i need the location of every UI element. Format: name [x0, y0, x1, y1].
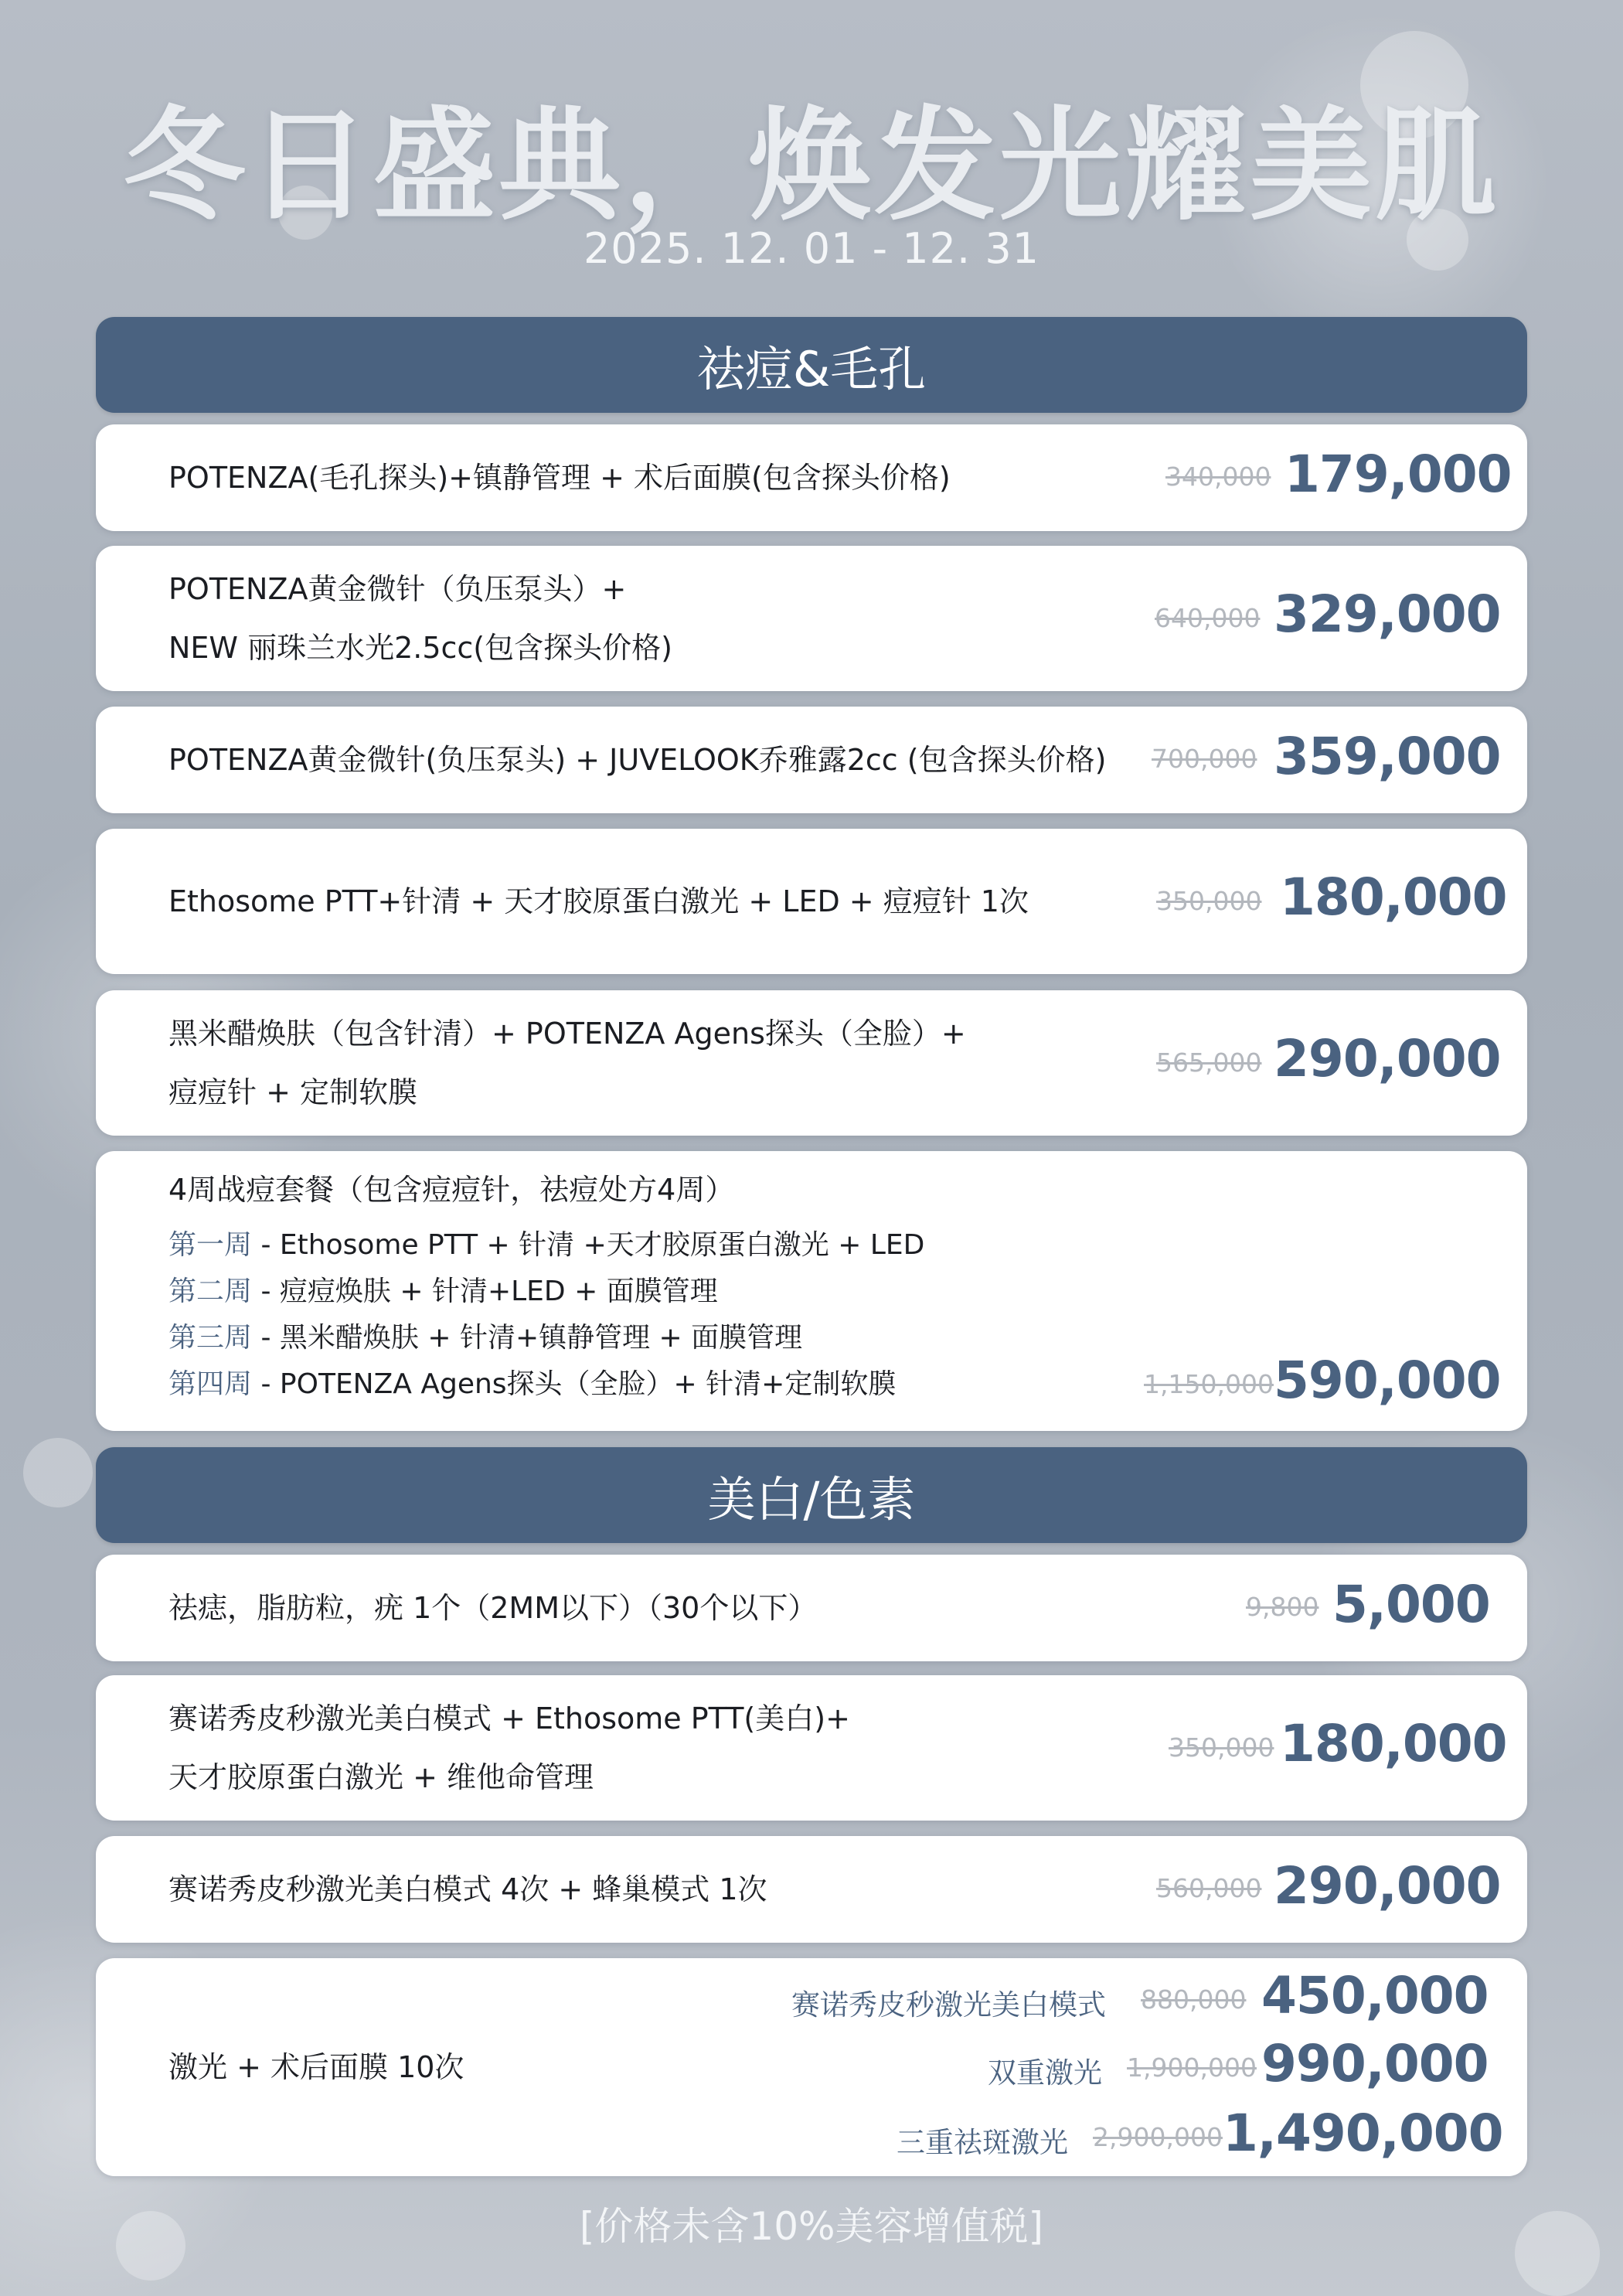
sale-price: 179,000 — [1284, 445, 1512, 504]
price-card — [96, 1555, 1527, 1661]
price-card-package — [96, 1151, 1527, 1431]
date-range: 2025. 12. 01 - 12. 31 — [583, 224, 1040, 273]
price-card-tiers — [96, 1958, 1527, 2176]
week-text: - 痘痘焕肤 + 针清+LED + 面膜管理 — [260, 1276, 718, 1307]
tier-original-price: 880,000 — [1141, 1984, 1247, 2015]
original-price: 350,000 — [1169, 1732, 1274, 1763]
tier-original-price: 1,900,000 — [1127, 2052, 1257, 2083]
item-description: 祛痣，脂肪粒，疣 1个（2MM以下）（30个以下） — [168, 1591, 818, 1625]
sale-price: 329,000 — [1274, 584, 1501, 644]
price-card — [96, 424, 1527, 531]
tier-label: 赛诺秀皮秒激光美白模式 — [791, 1988, 1106, 2022]
sale-price: 590,000 — [1274, 1351, 1501, 1410]
vat-note: [价格未含10%美容增值税] — [579, 2204, 1044, 2249]
bokeh-decoration — [23, 1438, 93, 1507]
original-price: 640,000 — [1155, 603, 1261, 633]
item-description-line-2: 天才胶原蛋白激光 + 维他命管理 — [168, 1760, 594, 1794]
original-price: 565,000 — [1156, 1048, 1262, 1078]
week-label: 第四周 — [168, 1368, 253, 1400]
price-card — [96, 707, 1527, 813]
original-price: 1,150,000 — [1144, 1369, 1274, 1399]
week-row — [168, 1269, 924, 1315]
original-price: 9,800 — [1246, 1592, 1319, 1622]
item-description: Ethosome PTT+针清 + 天才胶原蛋白激光 + LED + 痘痘针 1次 — [168, 884, 1029, 918]
week-row — [168, 1315, 924, 1361]
section-header-acne-pores: 祛痘&毛孔 — [96, 317, 1527, 413]
price-card — [96, 829, 1527, 974]
price-card — [96, 546, 1527, 691]
item-description: 激光 + 术后面膜 10次 — [168, 2050, 464, 2084]
sale-price: 290,000 — [1274, 1856, 1501, 1916]
week-text: - 黑米醋焕肤 + 针清+镇静管理 + 面膜管理 — [260, 1322, 803, 1354]
item-description-line-1: 黑米醋焕肤（包含针清）+ POTENZA Agens探头（全脸）+ — [168, 1017, 966, 1051]
sale-price: 180,000 — [1280, 867, 1507, 927]
item-description: 赛诺秀皮秒激光美白模式 4次 + 蜂巢模式 1次 — [168, 1872, 767, 1906]
section-header-whitening-pigment: 美白/色素 — [96, 1447, 1527, 1543]
price-card — [96, 1836, 1527, 1943]
price-card — [96, 1675, 1527, 1821]
original-price: 350,000 — [1156, 886, 1262, 916]
sale-price: 5,000 — [1332, 1575, 1490, 1634]
original-price: 700,000 — [1152, 744, 1257, 774]
week-row — [168, 1222, 924, 1269]
week-text: - POTENZA Agens探头（全脸）+ 针清+定制软膜 — [260, 1368, 897, 1400]
tier-sale-price: 1,490,000 — [1223, 2104, 1503, 2163]
week-row — [168, 1361, 924, 1408]
tier-sale-price: 450,000 — [1261, 1966, 1489, 2025]
tier-original-price: 2,900,000 — [1093, 2122, 1223, 2152]
week-text: - Ethosome PTT + 针清 +天才胶原蛋白激光 + LED — [260, 1229, 925, 1261]
original-price: 340,000 — [1165, 462, 1271, 492]
week-label: 第二周 — [168, 1276, 253, 1307]
sale-price: 180,000 — [1280, 1714, 1507, 1773]
tier-label: 三重祛斑激光 — [897, 2126, 1068, 2159]
original-price: 560,000 — [1156, 1873, 1262, 1903]
tier-sale-price: 990,000 — [1261, 2034, 1489, 2093]
item-description: POTENZA黄金微针(负压泵头) + JUVELOOK乔雅露2cc (包含探头价格) — [168, 743, 1107, 777]
week-list — [168, 1222, 924, 1408]
sale-price: 359,000 — [1274, 727, 1501, 786]
item-description-line-2: NEW 丽珠兰水光2.5cc(包含探头价格) — [168, 631, 672, 665]
price-card — [96, 990, 1527, 1136]
tier-label: 双重激光 — [988, 2056, 1102, 2090]
sale-price: 290,000 — [1274, 1029, 1501, 1088]
item-description-line-1: 赛诺秀皮秒激光美白模式 + Ethosome PTT(美白)+ — [168, 1702, 850, 1736]
week-label: 第三周 — [168, 1322, 253, 1354]
item-description-line-1: POTENZA黄金微针（负压泵头）+ — [168, 572, 627, 606]
package-title: 4周战痘套餐（包含痘痘针，祛痘处方4周） — [168, 1173, 735, 1207]
item-description-line-2: 痘痘针 + 定制软膜 — [168, 1075, 417, 1109]
week-label: 第一周 — [168, 1229, 253, 1261]
item-description: POTENZA(毛孔探头)+镇静管理 + 术后面膜(包含探头价格) — [168, 461, 951, 495]
page-title: 冬日盛典，焕发光耀美肌 — [123, 95, 1500, 237]
